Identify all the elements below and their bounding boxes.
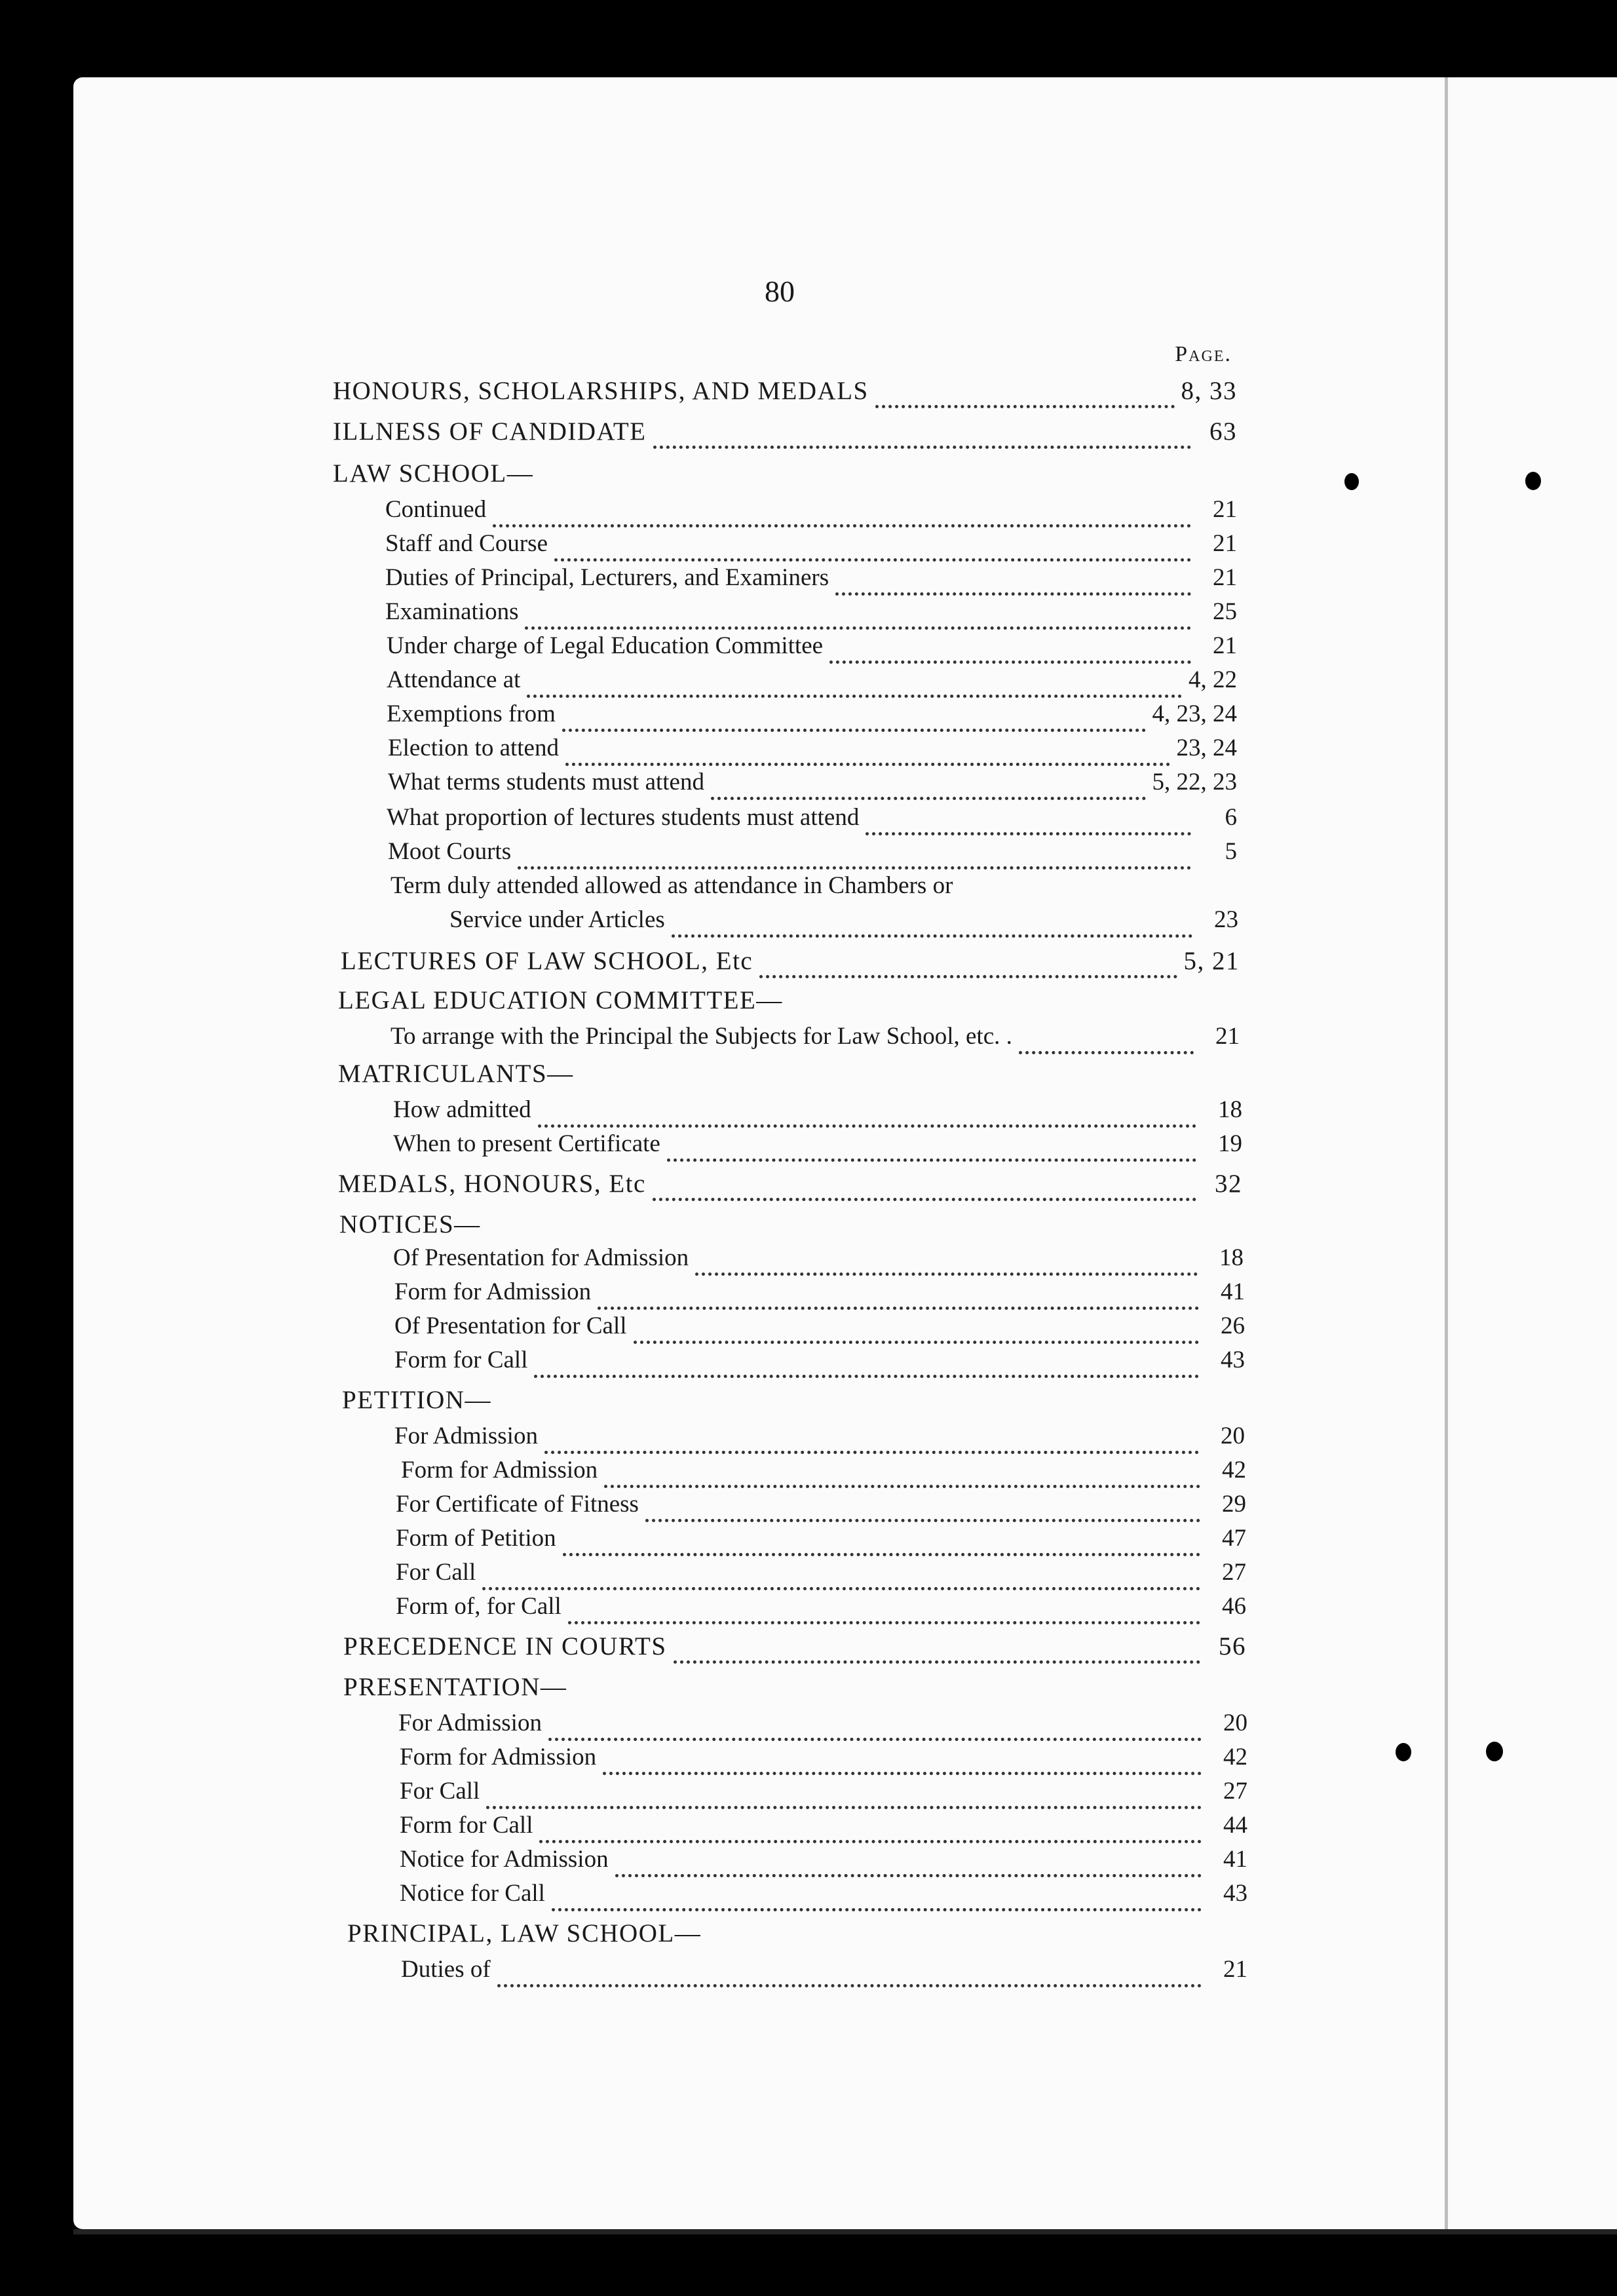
dot-leader — [835, 588, 1191, 598]
dot-leader — [568, 1617, 1200, 1626]
index-entry-label: Service under Articles — [449, 906, 665, 933]
binding-hole-left-lower — [1396, 1743, 1411, 1761]
dot-leader — [554, 554, 1191, 564]
index-entry-label: For Call — [396, 1559, 476, 1586]
index-heading-row — [343, 1632, 1246, 1666]
index-entry-label: HONOURS, SCHOLARSHIPS, AND MEDALS — [333, 377, 869, 405]
index-page-numbers: 44 — [1223, 1812, 1247, 1839]
index-subentry-row — [401, 1456, 1246, 1490]
index-page-numbers: 43 — [1221, 1347, 1245, 1373]
index-entry-label: Form for Admission — [394, 1278, 592, 1305]
index-page-numbers: 23 — [1214, 906, 1238, 933]
index-page-numbers: 18 — [1219, 1244, 1244, 1271]
dot-leader — [875, 401, 1175, 410]
dot-leader — [667, 1155, 1196, 1164]
index-page-numbers: 4, 22 — [1189, 666, 1237, 693]
index-entry-label: PRESENTATION— — [343, 1673, 567, 1701]
index-subentry-row — [390, 871, 953, 906]
binding-hole-left-upper — [1344, 473, 1359, 490]
index-entry-label: Duties of Principal, Lecturers, and Examiners — [385, 564, 829, 591]
dot-leader — [527, 691, 1182, 700]
binding-hole-right-upper — [1525, 472, 1541, 490]
index-heading-row — [341, 946, 1240, 980]
index-page-numbers: 42 — [1223, 1744, 1247, 1770]
dot-leader — [711, 793, 1146, 802]
dot-leader — [565, 759, 1170, 768]
index-entry-label: Form for Call — [400, 1812, 533, 1839]
index-heading-row — [342, 1385, 491, 1419]
index-page-numbers: 27 — [1222, 1559, 1246, 1586]
index-page-numbers: 21 — [1223, 1956, 1247, 1983]
index-entry-label: For Admission — [398, 1710, 542, 1736]
index-subentry-row — [387, 666, 1237, 700]
index-heading-row — [333, 459, 533, 493]
index-entry-label: Form of Petition — [396, 1525, 556, 1552]
index-subentry-row — [401, 1955, 1247, 1989]
index-page-numbers: 29 — [1222, 1491, 1246, 1518]
index-page-numbers: 21 — [1215, 1023, 1240, 1050]
dot-leader — [829, 657, 1191, 666]
index-heading-row — [333, 376, 1237, 410]
index-subentry-row — [387, 632, 1237, 666]
index-entry-label: What terms students must attend — [388, 769, 704, 795]
index-subentry-row — [387, 700, 1237, 734]
index-entry-label: Examinations — [385, 598, 519, 625]
index-page-numbers: 42 — [1222, 1457, 1246, 1483]
dot-leader — [695, 1269, 1198, 1278]
dot-leader — [518, 862, 1191, 871]
index-entry-label: PRECEDENCE IN COURTS — [343, 1632, 667, 1660]
index-subentry-row — [400, 1743, 1247, 1777]
index-entry-label: Under charge of Legal Education Committee — [387, 632, 824, 659]
index-subentry-row — [393, 1244, 1244, 1278]
dot-leader — [674, 1656, 1200, 1666]
index-entry-label: ILLNESS OF CANDIDATE — [333, 417, 647, 446]
index-heading-row — [333, 417, 1237, 451]
dot-leader — [598, 1303, 1199, 1312]
index-page-numbers: 21 — [1213, 496, 1237, 523]
index-entry-label: PETITION— — [342, 1386, 491, 1414]
dot-leader — [548, 1734, 1202, 1743]
dot-leader — [525, 622, 1191, 632]
index-subentry-row — [394, 1346, 1245, 1380]
index-entry-label: Notice for Call — [400, 1880, 545, 1907]
dot-leader — [653, 1194, 1196, 1203]
index-entry-label: LAW SCHOOL— — [333, 459, 534, 488]
index-entry-label: Form of, for Call — [396, 1593, 561, 1620]
index-subentry-row — [388, 837, 1237, 871]
index-entry-label: MATRICULANTS— — [338, 1060, 574, 1088]
dot-leader — [866, 828, 1191, 837]
index-page-numbers: 56 — [1219, 1632, 1246, 1660]
index-subentry-row — [393, 1096, 1242, 1130]
index-entry-label: Duties of — [401, 1956, 491, 1983]
index-entry-label: LEGAL EDUCATION COMMITTEE— — [338, 986, 783, 1014]
index-heading-row — [347, 1919, 701, 1953]
dot-leader — [544, 1447, 1199, 1456]
dot-leader — [1019, 1047, 1194, 1056]
index-entry-label: NOTICES— — [339, 1210, 481, 1238]
dot-leader — [538, 1120, 1196, 1130]
index-page-numbers: 26 — [1221, 1312, 1245, 1339]
dot-leader — [539, 1836, 1202, 1845]
index-page-numbers: 4, 23, 24 — [1152, 700, 1237, 727]
index-page-numbers: 27 — [1223, 1778, 1247, 1805]
index-entry-label: Staff and Course — [385, 530, 548, 557]
index-page-numbers: 20 — [1221, 1423, 1245, 1449]
page-column-heading: Page. — [1175, 342, 1232, 366]
index-entry-label: Form for Admission — [401, 1457, 598, 1483]
index-entry-label: For Call — [400, 1778, 480, 1805]
index-entry-label: Continued — [385, 496, 487, 523]
dot-leader — [672, 930, 1192, 940]
index-page-numbers: 21 — [1213, 632, 1237, 659]
index-subentry-row — [396, 1524, 1246, 1558]
index-page-numbers: 8, 33 — [1181, 377, 1237, 405]
dot-leader — [552, 1904, 1202, 1913]
index-page-numbers: 5 — [1225, 838, 1237, 865]
index-subentry-row — [400, 1811, 1247, 1845]
index-entry-label: Exemptions from — [387, 700, 556, 727]
index-heading-row — [339, 1210, 481, 1244]
dot-leader — [653, 442, 1192, 451]
index-page-numbers: 5, 22, 23 — [1152, 769, 1237, 795]
dot-leader — [759, 971, 1177, 980]
dot-leader — [563, 1549, 1200, 1558]
index-subentry-row — [396, 1558, 1246, 1592]
index-heading-row — [343, 1672, 567, 1706]
index-entry-label: To arrange with the Principal the Subjects for Law School, etc. . — [390, 1023, 1012, 1050]
index-entry-label: PRINCIPAL, LAW SCHOOL— — [347, 1919, 702, 1947]
index-subentry-row — [394, 1312, 1245, 1346]
index-heading-row — [338, 1169, 1242, 1203]
index-subentry-row — [400, 1845, 1247, 1879]
index-subentry-row — [385, 598, 1237, 632]
index-subentry-row — [385, 495, 1237, 529]
dot-leader — [493, 520, 1191, 529]
index-subentry-row — [393, 1130, 1242, 1164]
dot-leader — [562, 725, 1146, 734]
index-subentry-row — [400, 1777, 1247, 1811]
index-entry-label: Of Presentation for Admission — [393, 1244, 689, 1271]
dot-leader — [497, 1980, 1202, 1989]
index-subentry-row — [449, 906, 1238, 940]
index-page-numbers: 18 — [1218, 1096, 1242, 1123]
index-entry-label: LECTURES OF LAW SCHOOL, Etc — [341, 947, 753, 975]
index-subentry-row — [396, 1490, 1246, 1524]
index-subentry-row — [394, 1422, 1245, 1456]
index-page-numbers: 21 — [1213, 564, 1237, 591]
index-subentry-row — [400, 1879, 1247, 1913]
index-subentry-row — [388, 734, 1237, 768]
index-entry-label: Term duly attended allowed as attendance in Chambers or — [390, 872, 953, 899]
index-page-numbers: 43 — [1223, 1880, 1247, 1907]
index-entry-label: Form for Call — [394, 1347, 528, 1373]
index-subentry-row — [396, 1592, 1246, 1626]
dot-leader — [634, 1337, 1200, 1346]
index-entry-label: Moot Courts — [388, 838, 512, 865]
dot-leader — [645, 1515, 1200, 1524]
index-page-numbers: 19 — [1218, 1130, 1242, 1157]
index-entry-label: How admitted — [393, 1096, 531, 1123]
index-subentry-row — [398, 1709, 1247, 1743]
index-subentry-row — [385, 529, 1237, 564]
index-entry-label: MEDALS, HONOURS, Etc — [338, 1170, 646, 1198]
dot-leader — [603, 1768, 1202, 1777]
dot-leader — [615, 1870, 1202, 1879]
index-page-numbers: 41 — [1223, 1846, 1247, 1873]
index-subentry-row — [394, 1278, 1245, 1312]
index-entry-label: What proportion of lectures students must attend — [387, 804, 860, 831]
index-subentry-row — [385, 564, 1237, 598]
index-page-numbers: 20 — [1223, 1710, 1247, 1736]
index-page-numbers: 5, 21 — [1183, 947, 1240, 975]
index-page-numbers: 23, 24 — [1176, 735, 1237, 761]
index-page-numbers: 6 — [1225, 804, 1237, 831]
index-subentry-row — [390, 1022, 1240, 1056]
index-entry-label: Of Presentation for Call — [394, 1312, 627, 1339]
index-page-numbers: 41 — [1221, 1278, 1245, 1305]
index-page-numbers: 32 — [1215, 1170, 1242, 1198]
page-number: 80 — [765, 275, 795, 308]
index-entry-label: For Certificate of Fitness — [396, 1491, 639, 1518]
index-page-numbers: 25 — [1213, 598, 1237, 625]
dot-leader — [486, 1802, 1202, 1811]
index-heading-row — [338, 1059, 574, 1093]
dot-leader — [534, 1371, 1199, 1380]
index-entry-label: Form for Admission — [400, 1744, 597, 1770]
index-entry-label: When to present Certificate — [393, 1130, 660, 1157]
index-heading-row — [338, 985, 783, 1020]
index-subentry-row — [387, 803, 1237, 837]
index-entry-label: Attendance at — [387, 666, 521, 693]
index-entry-label: Notice for Admission — [400, 1846, 609, 1873]
dot-leader — [482, 1583, 1200, 1592]
dot-leader — [604, 1481, 1200, 1490]
index-page-numbers: 46 — [1222, 1593, 1246, 1620]
index-entry-label: For Admission — [394, 1423, 538, 1449]
index-entry-label: Election to attend — [388, 735, 559, 761]
index-page-numbers: 47 — [1222, 1525, 1246, 1552]
index-subentry-row — [388, 768, 1237, 802]
binding-hole-right-lower — [1486, 1742, 1503, 1761]
index-page-numbers: 63 — [1209, 417, 1237, 446]
index-page-numbers: 21 — [1213, 530, 1237, 557]
